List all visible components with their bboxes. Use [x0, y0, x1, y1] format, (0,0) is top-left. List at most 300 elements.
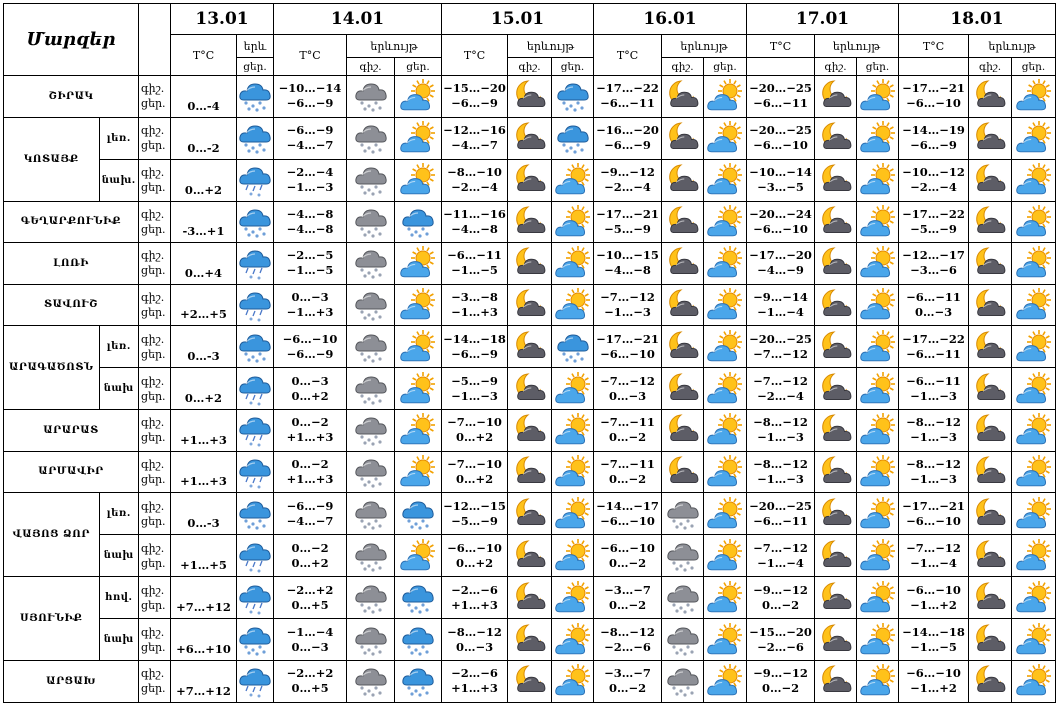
night-temp: −17…−22 [902, 331, 965, 346]
day-weather [857, 451, 899, 493]
moon-cloud-icon [508, 537, 551, 575]
day-temp: −6…−10 [906, 513, 961, 528]
sun-cloud-icon [857, 119, 898, 157]
temp-cell [594, 243, 662, 285]
day-weather [857, 201, 899, 243]
day-temp: −6…−9 [286, 346, 334, 361]
day-temp: −1…+3 [286, 304, 334, 319]
night-temp: −9…−12 [600, 165, 655, 179]
temp-header: T°C [442, 35, 508, 76]
subregion-label: լեռ. [99, 118, 138, 160]
moon-cloud-icon [815, 537, 856, 575]
temp-13: +1…+3 [171, 410, 237, 452]
region-label: ՎԱՅՈՑ ՁՈՐ [4, 493, 99, 576]
sun-cloud-icon [552, 203, 593, 241]
weather-icon-13 [237, 535, 274, 577]
sun-cloud-icon [552, 621, 593, 659]
weather-header: երևույթ [508, 35, 594, 58]
forecast-row [4, 619, 1056, 661]
day-weather [1012, 535, 1056, 577]
night-weather [815, 201, 857, 243]
night-temp: −20…−24 [749, 206, 812, 221]
night-weather [347, 159, 395, 201]
night-weather [662, 619, 704, 661]
sun-cloud-icon [1012, 161, 1055, 199]
night-label: գիշ. [141, 625, 165, 639]
snow-cloud-icon [395, 579, 441, 617]
sun-cloud-icon [1012, 203, 1055, 241]
night-weather [969, 284, 1012, 326]
moon-cloud-icon [815, 77, 856, 115]
weather-icon-13 [237, 451, 274, 493]
day-temp: −1…−3 [910, 430, 957, 445]
snow-cloud-icon [237, 203, 273, 241]
night-temp: −6…−10 [600, 540, 655, 555]
temp-cell [747, 493, 815, 535]
sun-cloud-icon [704, 119, 746, 157]
sun-cloud-icon [857, 161, 898, 199]
snow-cloud-icon [395, 203, 441, 241]
temp-cell [274, 451, 347, 493]
night-temp: −9…−14 [753, 289, 808, 304]
night-weather [347, 619, 395, 661]
day-temp: 0…−3 [608, 388, 647, 403]
sun-cloud-icon [1012, 453, 1055, 491]
night-temp: −7…−11 [600, 456, 655, 471]
snow-cloud-gray-icon [347, 161, 394, 199]
moon-cloud-icon [815, 244, 856, 282]
night-temp: −14…−17 [596, 498, 659, 513]
moon-cloud-icon [969, 77, 1011, 115]
weather-icon-13 [237, 577, 274, 619]
snow-cloud-icon [237, 77, 273, 115]
sun-cloud-icon [1012, 244, 1055, 282]
night-weather [662, 577, 704, 619]
sun-cloud-icon [704, 286, 746, 324]
night-label: գիշ. [141, 82, 165, 96]
moon-cloud-icon [815, 411, 856, 449]
snow-rain-cloud-icon [237, 453, 273, 491]
night-weather [508, 284, 552, 326]
day-weather [857, 76, 899, 118]
night-temp: −6…−10 [906, 582, 961, 597]
night-weather [347, 451, 395, 493]
day-weather [857, 326, 899, 368]
day-temp: −3…−6 [910, 263, 957, 278]
snow-cloud-gray-icon [662, 579, 703, 617]
sun-cloud-icon [704, 244, 746, 282]
snow-cloud-icon [552, 328, 593, 366]
temp-cell [274, 76, 347, 118]
day-temp: 0…+2 [455, 555, 494, 570]
day-temp: 0…−2 [608, 430, 647, 445]
night-weather [969, 117, 1012, 159]
temp-cell [442, 326, 508, 368]
night-weather [508, 368, 552, 410]
forecast-table [3, 3, 1056, 703]
moon-cloud-icon [662, 119, 703, 157]
forecast-row [4, 410, 1056, 452]
night-temp: −14…−19 [902, 123, 965, 137]
night-weather [508, 117, 552, 159]
moon-cloud-icon [815, 453, 856, 491]
day-weather [552, 368, 594, 410]
day-temp: 0…−2 [608, 471, 647, 486]
day-weather [552, 284, 594, 326]
moon-cloud-icon [662, 244, 703, 282]
date-header: 16.01 [594, 4, 747, 35]
date-header: 13.01 [171, 4, 274, 35]
temp-13: +1…+5 [171, 535, 237, 577]
night-temp: −8…−12 [447, 624, 502, 639]
forecast-row [4, 201, 1056, 243]
day-temp: 0…+2 [291, 388, 329, 403]
night-weather [347, 201, 395, 243]
day-weather [395, 284, 442, 326]
night-weather [815, 577, 857, 619]
period-labels [139, 159, 171, 201]
night-label: գիշ. [141, 332, 165, 346]
night-label: գիշ. [141, 667, 165, 681]
night-temp: −6…−9 [286, 498, 334, 513]
day-weather [552, 117, 594, 159]
temp-cell [747, 117, 815, 159]
night-label: գիշ. [141, 457, 165, 471]
day-weather [857, 535, 899, 577]
period-labels [139, 619, 171, 661]
snow-cloud-gray-icon [347, 119, 394, 157]
temp-cell [747, 535, 815, 577]
temp-cell [899, 451, 969, 493]
moon-cloud-icon [662, 370, 703, 408]
day-subheader: ցեր. [857, 58, 899, 76]
day-weather [704, 76, 747, 118]
day-weather [552, 619, 594, 661]
period-labels [139, 577, 171, 619]
temp-cell [442, 159, 508, 201]
moon-cloud-icon [815, 328, 856, 366]
weather-icon-13 [237, 368, 274, 410]
night-weather [815, 661, 857, 703]
sun-cloud-icon [395, 328, 441, 366]
day-weather [1012, 159, 1056, 201]
temp-header: T°C [594, 35, 662, 76]
period-labels [139, 284, 171, 326]
temp-cell [442, 117, 508, 159]
snow-cloud-gray-icon [347, 579, 394, 617]
sun-cloud-icon [857, 203, 898, 241]
night-weather [508, 577, 552, 619]
temp-cell [899, 243, 969, 285]
snow-cloud-gray-icon [662, 537, 703, 575]
day-weather [857, 619, 899, 661]
weather-icon-13 [237, 284, 274, 326]
moon-cloud-icon [815, 161, 856, 199]
temp-cell [274, 159, 347, 201]
moon-cloud-icon [969, 621, 1011, 659]
temp-cell [594, 159, 662, 201]
temp-cell [747, 243, 815, 285]
night-temp: −7…−11 [600, 415, 655, 430]
night-label: գիշ. [141, 207, 165, 221]
night-temp: −7…−12 [906, 540, 961, 555]
day-weather [395, 661, 442, 703]
temp-cell [594, 201, 662, 243]
night-temp: −6…−10 [447, 540, 502, 555]
sun-cloud-icon [857, 453, 898, 491]
night-temp: −17…−21 [902, 498, 965, 513]
subregion-label: նախ [103, 550, 134, 561]
moon-cloud-icon [969, 286, 1011, 324]
day-temp: 0…−2 [761, 597, 800, 612]
night-temp: −3…−7 [604, 582, 651, 597]
night-weather [969, 410, 1012, 452]
night-temp: −20…−25 [749, 331, 812, 346]
temp-cell [594, 410, 662, 452]
temp-13: +1…+3 [171, 451, 237, 493]
night-label: գիշ. [141, 541, 165, 555]
weather-icon-13 [237, 117, 274, 159]
day-weather [704, 577, 747, 619]
temp-13: 0…-3 [171, 493, 237, 535]
snow-cloud-gray-icon [347, 495, 394, 533]
day-temp: 0…+2 [455, 471, 494, 486]
temp-cell [747, 410, 815, 452]
night-weather [969, 368, 1012, 410]
empty-subheader [747, 58, 815, 76]
sun-cloud-icon [1012, 77, 1055, 115]
temp-cell [442, 76, 508, 118]
day-temp: −2…−4 [451, 180, 498, 194]
region-name: ՏԱՎՈՒՇ [4, 284, 139, 326]
region-name: ՇԻՐԱԿ [4, 76, 139, 118]
day-weather [552, 76, 594, 118]
day-weather [1012, 410, 1056, 452]
temp-cell [899, 284, 969, 326]
temp-cell [274, 410, 347, 452]
day-temp: −2…−6 [604, 639, 651, 654]
moon-cloud-icon [815, 579, 856, 617]
temp-cell [594, 619, 662, 661]
snow-cloud-icon [237, 119, 273, 157]
snow-rain-cloud-icon [237, 662, 273, 700]
day-label: ցեր. [141, 431, 166, 445]
night-temp: −6…−10 [906, 666, 961, 681]
moon-cloud-icon [815, 286, 856, 324]
temp-cell [747, 368, 815, 410]
temp-13: 0…+2 [171, 368, 237, 410]
sun-cloud-icon [857, 579, 898, 617]
temp-cell [274, 243, 347, 285]
day-temp: −4…−8 [604, 263, 651, 278]
day-weather [395, 201, 442, 243]
temp-cell [747, 201, 815, 243]
night-subheader: գիշ. [508, 58, 552, 76]
temp-cell [899, 201, 969, 243]
temp-cell [594, 284, 662, 326]
region-name: ԱՐՑԱԽ [4, 661, 139, 703]
day-weather [704, 284, 747, 326]
region-name: ԱՐՄԱՎԻՐ [4, 451, 139, 493]
temp-cell [899, 535, 969, 577]
temp-cell [442, 410, 508, 452]
weather-header: երև [237, 35, 274, 58]
day-temp: −1…−3 [910, 388, 957, 403]
night-label: գիշ. [141, 124, 165, 137]
moon-cloud-icon [508, 495, 551, 533]
forecast-row [4, 76, 1056, 118]
moon-cloud-icon [508, 244, 551, 282]
day-weather [704, 410, 747, 452]
night-label: գիշ. [141, 499, 165, 513]
snow-rain-cloud-icon [237, 161, 273, 199]
night-weather [662, 368, 704, 410]
temp-cell [594, 76, 662, 118]
sun-cloud-icon [395, 453, 441, 491]
temp-cell [274, 619, 347, 661]
night-weather [662, 326, 704, 368]
day-weather [704, 451, 747, 493]
day-temp: −6…−10 [600, 346, 655, 361]
forecast-row [4, 493, 1056, 535]
day-weather [704, 535, 747, 577]
night-temp: −2…−5 [286, 248, 334, 263]
day-temp: −6…−11 [753, 513, 808, 528]
day-temp: −1…−5 [451, 263, 498, 278]
night-temp: −2…+2 [286, 582, 334, 597]
day-temp: 0…+5 [291, 681, 329, 696]
day-weather [704, 326, 747, 368]
sun-cloud-icon [552, 495, 593, 533]
sun-cloud-icon [704, 537, 746, 575]
night-weather [969, 661, 1012, 703]
snow-cloud-gray-icon [662, 495, 703, 533]
sun-cloud-icon [395, 119, 441, 157]
day-weather [552, 410, 594, 452]
day-weather [1012, 284, 1056, 326]
forecast-row [4, 326, 1056, 368]
snow-cloud-gray-icon [347, 453, 394, 491]
moon-cloud-icon [508, 579, 551, 617]
day-temp: −4…−8 [286, 221, 334, 236]
temp-cell [594, 493, 662, 535]
day-temp: −1…−3 [910, 471, 957, 486]
sun-cloud-icon [704, 621, 746, 659]
night-temp: −6…−11 [447, 248, 502, 263]
period-labels [139, 201, 171, 243]
night-label: գիշ. [141, 374, 165, 388]
day-weather [857, 117, 899, 159]
snow-cloud-icon [237, 495, 273, 533]
region-name [4, 493, 139, 577]
day-temp: −1…−3 [604, 304, 651, 319]
night-weather [662, 201, 704, 243]
night-temp: −8…−12 [906, 415, 961, 430]
night-weather [969, 577, 1012, 619]
night-temp: −2…+2 [286, 666, 334, 681]
night-weather [508, 201, 552, 243]
snow-rain-cloud-icon [237, 286, 273, 324]
day-label: ցեր. [141, 598, 166, 612]
weather-icon-13 [237, 661, 274, 703]
day-temp: +1…+3 [451, 597, 498, 612]
sun-cloud-icon [552, 579, 593, 617]
day-weather [704, 243, 747, 285]
night-temp: −10…−14 [278, 81, 342, 96]
night-weather [662, 159, 704, 201]
night-weather [969, 76, 1012, 118]
temp-cell [747, 451, 815, 493]
day-temp: −6…−9 [604, 138, 651, 152]
night-weather [508, 493, 552, 535]
temp-13: 0…+4 [171, 243, 237, 285]
day-subheader: ցեր. [1012, 58, 1056, 76]
subregion-label: նախ. [101, 174, 136, 186]
night-weather [662, 117, 704, 159]
sun-cloud-icon [704, 77, 746, 115]
moon-cloud-icon [508, 203, 551, 241]
night-temp: −3…−8 [451, 289, 498, 304]
night-temp: −10…−15 [596, 248, 659, 263]
day-temp: −4…−9 [757, 263, 804, 278]
temp-cell [442, 661, 508, 703]
forecast-row [4, 368, 1056, 410]
temp-13: +7…+12 [171, 661, 237, 703]
snow-cloud-gray-icon [347, 537, 394, 575]
forecast-row [4, 243, 1056, 285]
night-temp: −8…−12 [753, 456, 808, 471]
date-header: 15.01 [442, 4, 594, 35]
day-temp: −6…−9 [451, 96, 498, 111]
temp-13: 0…+2 [171, 159, 237, 201]
day-weather [704, 661, 747, 703]
sun-cloud-icon [552, 411, 593, 449]
night-weather [815, 535, 857, 577]
day-temp: −1…−3 [451, 388, 498, 403]
weather-icon-13 [237, 410, 274, 452]
night-temp: −7…−12 [600, 373, 655, 388]
day-weather [395, 159, 442, 201]
night-temp: −20…−25 [749, 498, 812, 513]
day-weather [704, 201, 747, 243]
sun-cloud-icon [704, 453, 746, 491]
sun-cloud-icon [1012, 370, 1055, 408]
sun-cloud-icon [552, 161, 593, 199]
moon-cloud-icon [662, 161, 703, 199]
night-subheader: գիշ. [969, 58, 1012, 76]
night-temp: −15…−20 [749, 624, 812, 639]
forecast-row [4, 159, 1056, 201]
night-weather [508, 661, 552, 703]
subregion-label: նախ [103, 383, 134, 394]
night-temp: −1…−4 [286, 624, 334, 639]
regions-title: Մարզեր [4, 4, 139, 76]
snow-cloud-icon [395, 621, 441, 659]
day-weather [395, 619, 442, 661]
day-weather [1012, 117, 1056, 159]
sun-cloud-icon [395, 537, 441, 575]
sun-cloud-icon [1012, 411, 1055, 449]
day-temp: −1…−3 [286, 180, 334, 194]
day-subheader: ցեր. [552, 58, 594, 76]
temp-cell [594, 535, 662, 577]
day-weather [704, 619, 747, 661]
day-weather [552, 159, 594, 201]
snow-cloud-gray-icon [347, 621, 394, 659]
night-temp: −12…−17 [902, 248, 965, 263]
weather-icon-13 [237, 76, 274, 118]
sun-cloud-icon [552, 244, 593, 282]
